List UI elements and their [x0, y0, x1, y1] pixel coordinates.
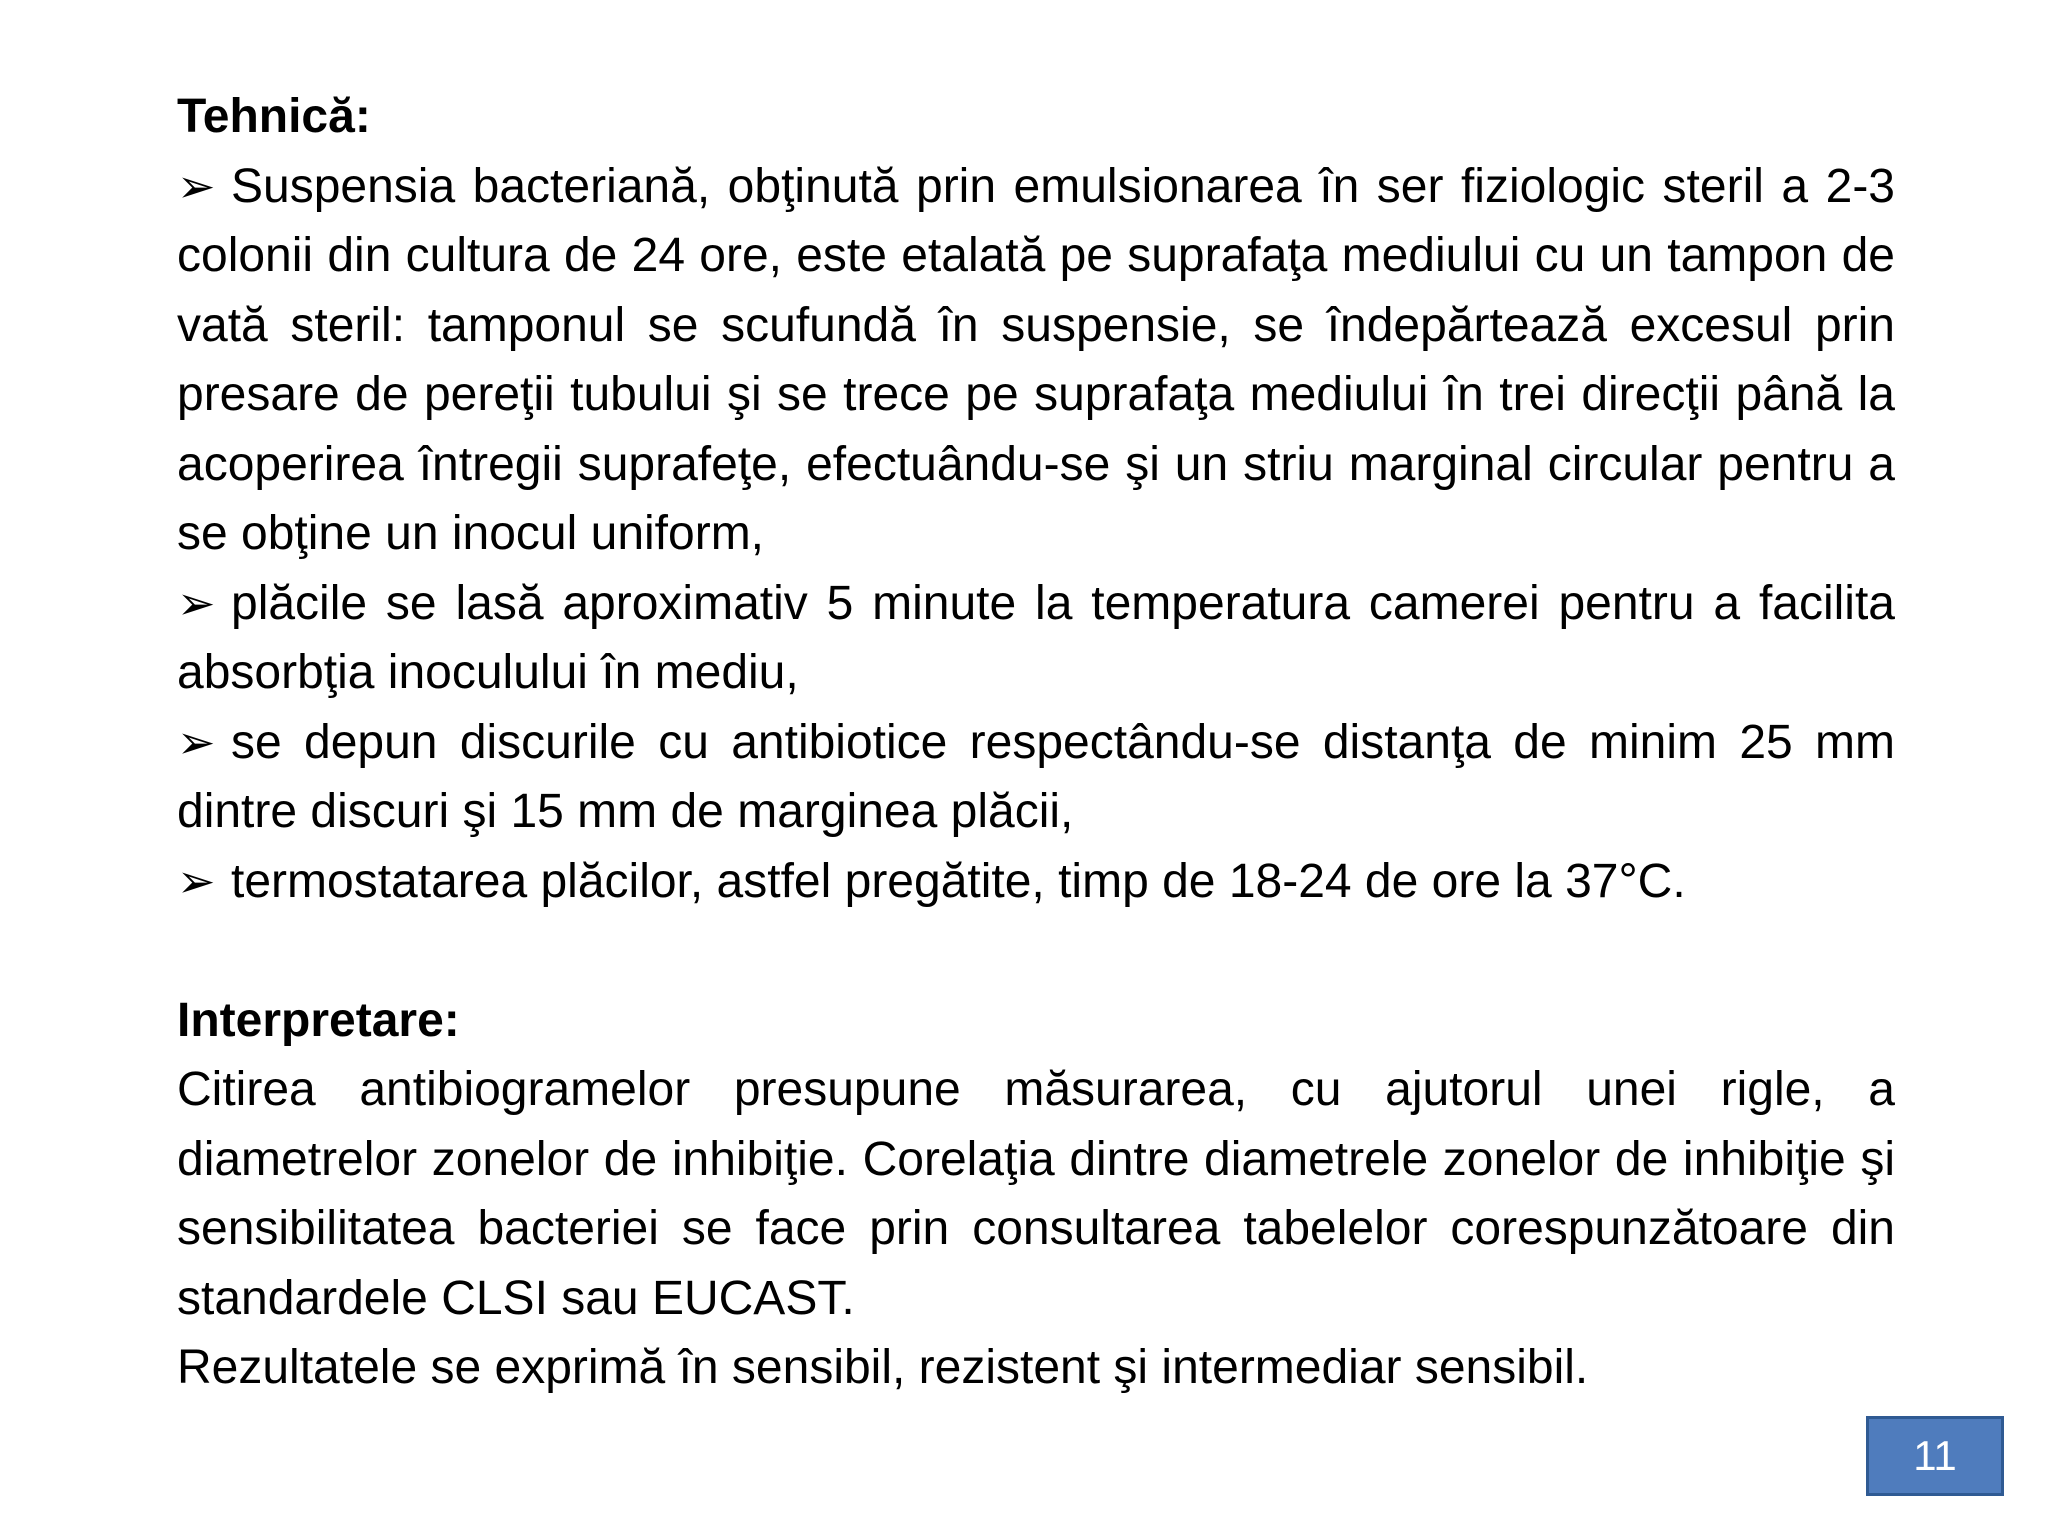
arrow-bullet-icon: ➢	[177, 576, 216, 629]
arrow-bullet-icon: ➢	[177, 159, 216, 212]
technique-bullet-4	[177, 847, 1895, 917]
technique-bullet-2	[177, 569, 1895, 708]
interpretation-heading: Interpretare:	[177, 993, 460, 1047]
arrow-bullet-icon: ➢	[177, 715, 216, 768]
technique-bullet-3	[177, 708, 1895, 847]
bullet-text: se depun discurile cu antibiotice respectându-se distanţa de minim 25 mm dintre discuri şi 15 mm de marginea plăcii,	[177, 715, 1895, 838]
bullet-text: Suspensia bacteriană, obţinută prin emulsionarea în ser fiziologic steril a 2-3 colonii din cultura de 24 ore, este etalată pe suprafaţa mediului cu un tampon de vată steril: tamponul se scufundă în suspensie, se îndepărtează excesul prin presare de pereţii tubului şi se trece pe suprafaţa mediului în trei direcţii până la acoperirea întregii suprafeţe, efectuându-se şi un striu marginal circular pentru a se obţine un inocul uniform,	[177, 159, 1895, 560]
page-number-badge: 11	[1866, 1416, 2004, 1496]
bullet-text: plăcile se lasă aproximativ 5 minute la temperatura camerei pentru a facilita absorbţia inoculului în mediu,	[177, 576, 1895, 699]
section-spacer	[177, 916, 1895, 986]
arrow-bullet-icon: ➢	[177, 854, 216, 907]
technique-heading: Tehnică:	[177, 90, 371, 143]
bullet-text: termostatarea plăcilor, astfel pregătite, timp de 18-24 de ore la 37°C.	[231, 854, 1686, 908]
interpretation-paragraph: Citirea antibiogramelor presupune măsurarea, cu ajutorul unei rigle, a diametrelor zonelor de inhibiţie. Corelaţia dintre diametrele zonelor de inhibiţie şi sensibilitatea bacteriei se face prin consultarea tabelelor corespunzătoare din standardele CLSI sau EUCAST.	[177, 1063, 1895, 1325]
technique-bullet-1	[177, 152, 1895, 569]
slide-content	[177, 82, 1895, 1403]
interpretation-conclusion: Rezultatele se exprimă în sensibil, rezistent şi intermediar sensibil.	[177, 1341, 1589, 1394]
